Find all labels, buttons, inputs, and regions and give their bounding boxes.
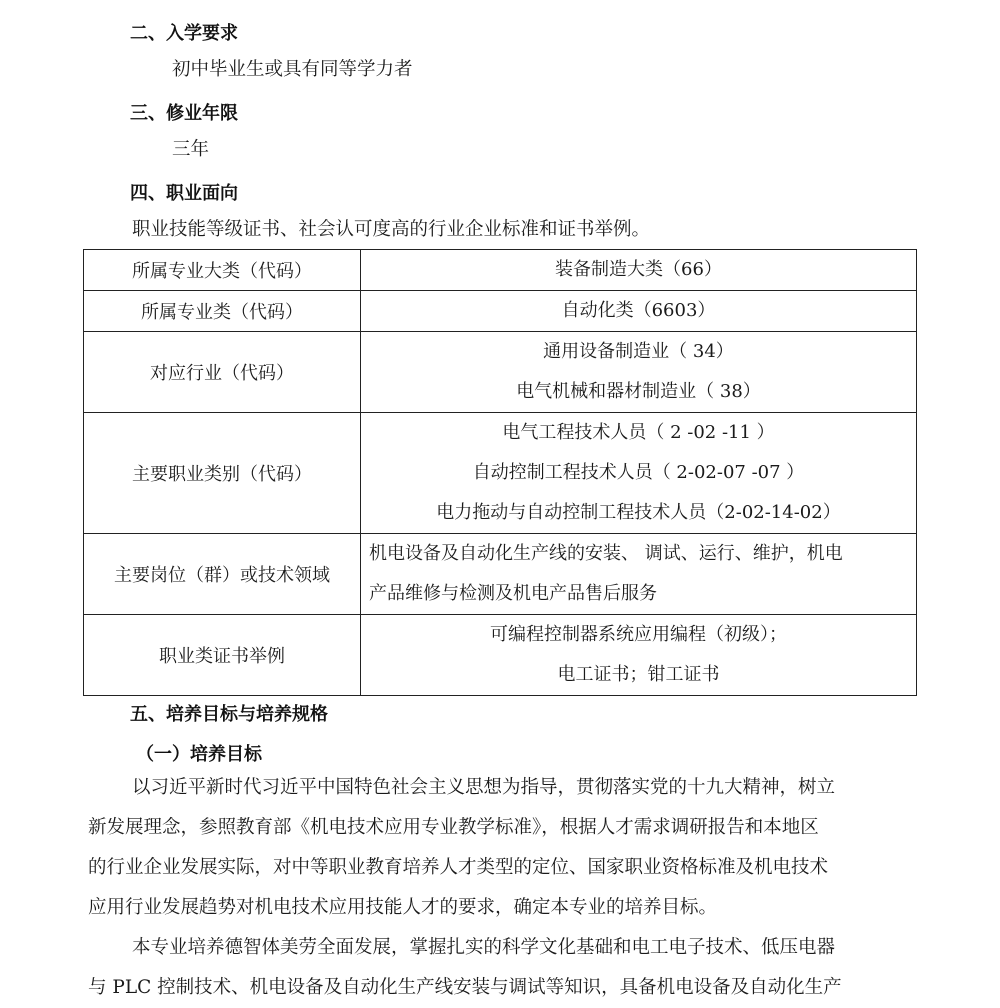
table-value-cell: 装备制造大类（66）	[361, 250, 917, 291]
table-label-cell: 主要职业类别（代码）	[84, 413, 361, 534]
subheading-goals: （一）培养目标	[136, 744, 262, 765]
table-label-cell: 职业类证书举例	[84, 615, 361, 696]
table-label-cell: 对应行业（代码）	[84, 332, 361, 413]
section-heading-career: 四、职业面向	[130, 183, 238, 204]
table-label-cell: 所属专业大类（代码）	[84, 250, 361, 291]
table-row	[84, 250, 917, 291]
goals-paragraph-1: 以习近平新时代习近平中国特色社会主义思想为指导，贯彻落实党的十九大精神，树立 新发展理念，参照教育部《机电技术应用专业教学标准》，根据人才需求调研报告和本地区 的行业企业发展实际，对中等职业教育培养人才类型的定位、国家职业资格标准及机电技术 应用行业发展趋势对机电技术应用技能人才的要求，确定本专业的培养目标。	[88, 777, 836, 918]
table-value-cell: 机电设备及自动化生产线的安装、 调试、运行、维护，机电 产品维修与检测及机电产品售后服务	[361, 534, 917, 615]
table-value-cell: 自动化类（6603）	[361, 291, 917, 332]
table-label-cell: 主要岗位（群）或技术领域	[84, 534, 361, 615]
table-value-cell: 电气工程技术人员（ 2 -02 -11 ） 自动控制工程技术人员（ 2-02-07 -07 ） 电力拖动与自动控制工程技术人员（2-02-14-02）	[361, 413, 917, 534]
career-intro: 职业技能等级证书、社会认可度高的行业企业标准和证书举例。	[132, 219, 651, 240]
career-table	[83, 249, 917, 696]
table-row	[84, 332, 917, 413]
table-value-cell: 可编程控制器系统应用编程（初级）； 电工证书；钳工证书	[361, 615, 917, 696]
duration-text: 三年	[172, 139, 210, 160]
table-label-cell: 所属专业类（代码）	[84, 291, 361, 332]
section-heading-admission: 二、入学要求	[130, 23, 238, 44]
section-heading-goals: 五、培养目标与培养规格	[130, 704, 328, 725]
table-row	[84, 413, 917, 534]
admission-text: 初中毕业生或具有同等学力者	[172, 59, 413, 80]
table-row	[84, 615, 917, 696]
goals-paragraph-2: 本专业培养德智体美劳全面发展，掌握扎实的科学文化基础和电工电子技术、低压电器 与 PLC 控制技术、机电设备及自动化生产线安装与调试等知识，具备机电设备及自动化生产	[88, 937, 842, 998]
table-row	[84, 291, 917, 332]
table-value-cell: 通用设备制造业（ 34） 电气机械和器材制造业（ 38）	[361, 332, 917, 413]
table-row	[84, 534, 917, 615]
section-heading-duration: 三、修业年限	[130, 103, 238, 124]
